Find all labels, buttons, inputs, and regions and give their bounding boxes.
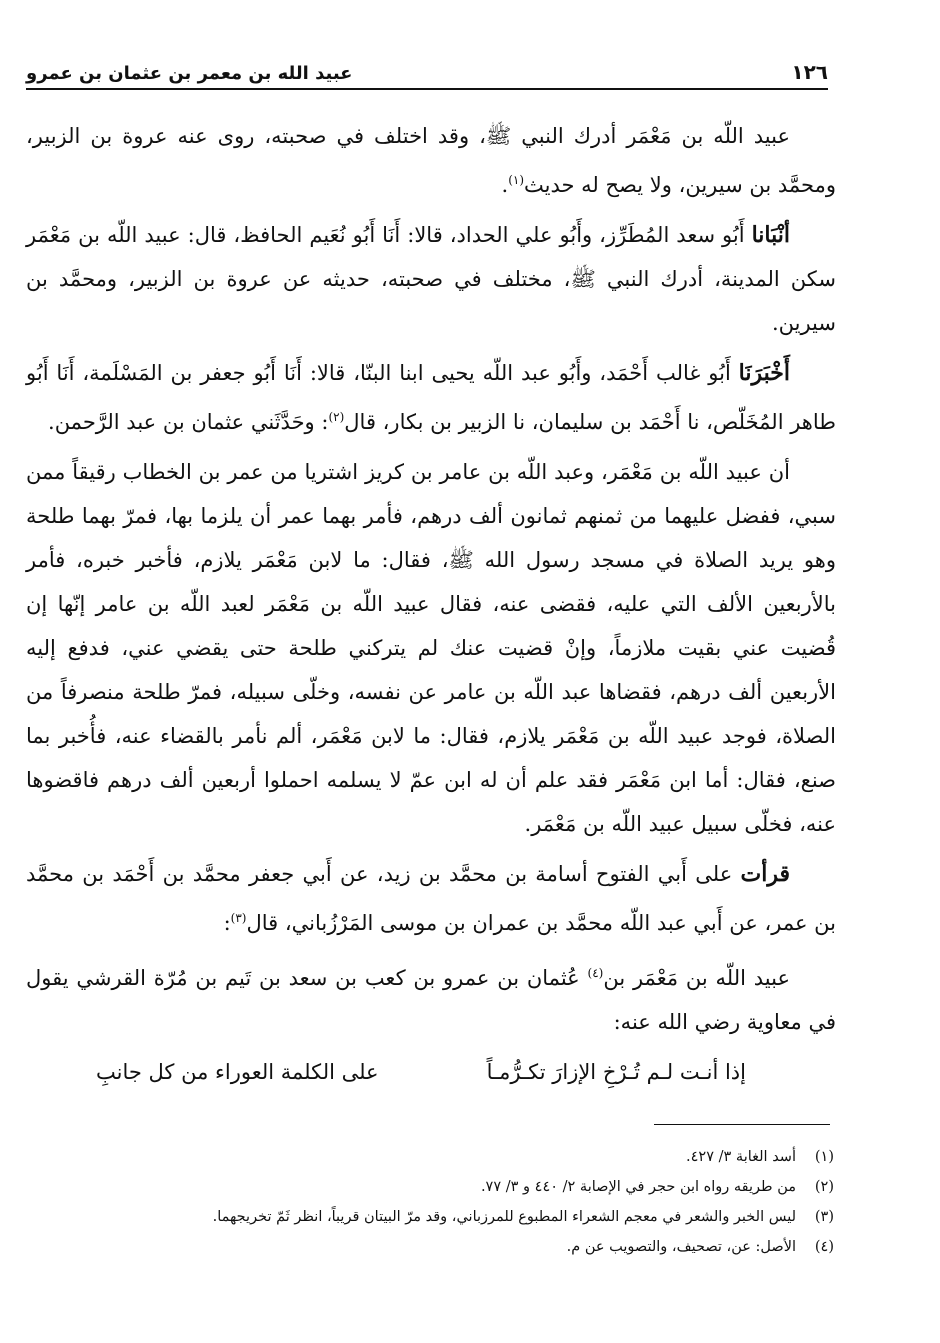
main-text [26,114,836,1094]
isnad-lead-word: أَخْبَرَنَا [738,360,790,386]
paragraph-5 [26,852,836,945]
footnote-text: الأصل: عن، تصحيف، والتصويب عن م. [566,1239,796,1255]
paragraph-tail: . [501,173,509,197]
header-rule [26,88,828,90]
paragraph-text: أَبُو سعد المُطَرِّز، وأَبُو علي الحداد، قالا: أَنَا أَبُو نُعَيم الحافظ، قال: عبيد اللّه بن مَعْمَر سكن المدينة، أدرك النبي ﷺ، مختلف في صحبته، حديثه عن عروة بن الزبير، ومحمَّد بن سيرين. [26,223,836,335]
paragraph-tail: : [223,911,231,935]
footnote-ref: (٢) [328,410,345,424]
paragraph-text: على أَبي الفتوح أسامة بن محمَّد بن زيد، عن أَبي جعفر محمَّد بن أَحْمَد بن محمَّد بن عمر، عن أَبي عبد اللّه محمَّد بن عمران بن موسى المَرْزُباني، قال [26,862,836,935]
verse-first-hemistich: إذا أنـت لـم تُـرْخِ الإزارَ تكـرُّمـاً [486,1060,746,1084]
paragraph-3 [26,351,836,444]
running-title: عبيد الله بن معمر بن عثمان بن عمرو [26,63,353,84]
paragraph-text: عبيد اللّه بن مَعْمَر بن [603,966,790,990]
footnote-number: (١) [814,1149,834,1165]
paragraph-1 [26,114,836,207]
footnote-text: من طريقه رواه ابن حجر في الإصابة ٢/ ٤٤٠ و ٣/ ٧٧. [480,1179,796,1195]
paragraph-text: أن عبيد اللّه بن مَعْمَر، وعبد اللّه بن عامر بن كريز اشتريا من عمر بن الخطاب رقيقاً ممن سبي، ففضل عليهما من ثمنهم ثمانون ألف درهم، فأمر بهما عمر أن يلزما بها، فمرّ بهما طلحة وهو يريد الصلاة في مسجد رسول الله ﷺ، فقال: ما لابن مَعْمَر يلازم، فأخبر خبره، فأمر بالأربعين الألف التي عليه، فقضى عنه، فقال عبيد اللّه بن مَعْمَر لعبد اللّه بن عامر إنّها إن قُضيت عني بقيت ملازماً، وإنْ قضيت عنك لم يتركني طلحة حتى يقضي عني، فدفع إليه الأربعين ألف درهم، فقضاها عبد اللّه بن عامر عن نفسه، وخلّى سبيله، فمرّ طلحة منصرفاً من الصلاة، فوجد عبيد اللّه بن مَعْمَر يلازم، فقال: ما لابن مَعْمَر، ألم نأمر بالقضاء عنه، فأُخبر بما صنع، فقال: أما ابن مَعْمَر فقد علم أن له ابن عمّ لا يسلمه احملوا أربعين ألف درهم فاقضوها عنه، فخلّى سبيل عبيد اللّه بن مَعْمَر. [26,460,836,836]
paragraph-6 [26,951,836,1044]
paragraph-text: عبيد اللّه بن مَعْمَر أدرك النبي ﷺ، وقد اختلف في صحبته، روى عنه عروة بن الزبير، ومحمَّد بن سيرين، ولا يصح له حديث [26,124,836,197]
verse-second-hemistich: على الكلمة العوراء من كل جانبِ [96,1060,379,1084]
footnote-number: (٢) [814,1179,834,1195]
paragraph-tail: : وحَدَّثَني عثمان بن عبد الرَّحمن. [48,410,329,434]
footnote [26,1232,834,1262]
footnote-text: أسد الغابة ٣/ ٤٢٧. [686,1149,796,1165]
footnote-separator [654,1124,830,1125]
isnad-lead-word: أنْبَانا [751,222,790,248]
poem-verse [96,1050,746,1094]
isnad-lead-word: قرأت [740,861,790,887]
footnote [26,1202,834,1232]
paragraph-4 [26,450,836,846]
footnote-text: ليس الخبر والشعر في معجم الشعراء المطبوع للمرزباني، وقد مرّ البيتان قريباً، انظر ثَمّ تخريجهما. [212,1209,796,1225]
paragraph-2 [26,213,836,345]
footnote-ref: (٤) [587,966,604,980]
footnote-ref: (٣) [230,911,247,925]
page-header [26,56,828,84]
footnote-number: (٤) [814,1239,834,1255]
page-number: ١٢٦ [791,60,828,84]
footnote [26,1172,834,1202]
paragraph-text: أَبُو غالب أَحْمَد، وأَبُو عبد اللّه يحيى ابنا البنّا، قالا: أَنَا أَبُو جعفر بن المَسْلَمة، أَنَا أَبُو طاهر المُخَلّص، نا أَحْمَد بن سليمان، نا الزبير بن بكار، قال [26,361,836,434]
paragraph-tail: عُثمان بن عمرو بن كعب بن سعد بن تَيم بن مُرّة القرشي يقول في معاوية رضي الله عنه: [26,966,836,1034]
footnotes [26,1142,834,1262]
footnote-number: (٣) [814,1209,834,1225]
footnote-ref: (١) [508,173,525,187]
footnote [26,1142,834,1172]
